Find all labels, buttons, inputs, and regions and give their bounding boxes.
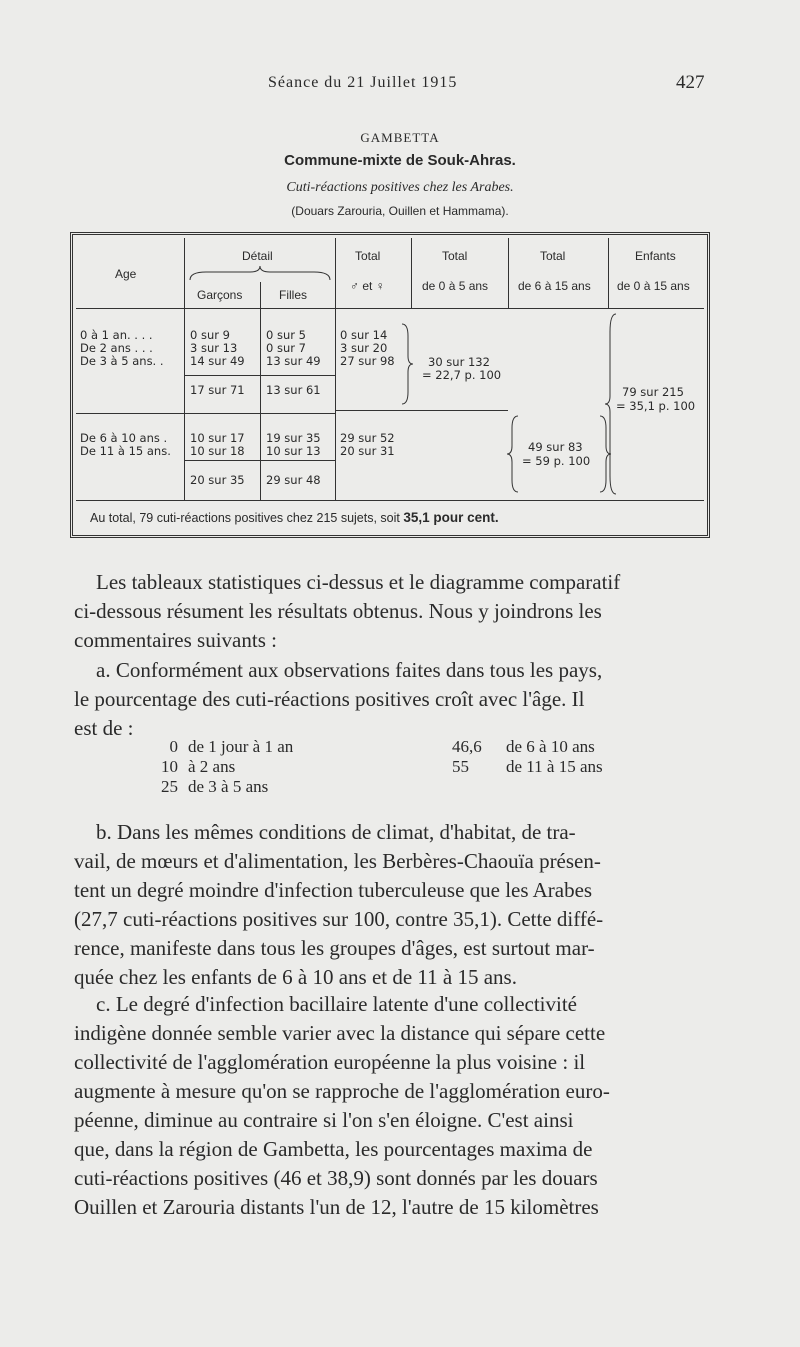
total-6-15-percent: = 59 p. 100 [522, 454, 591, 468]
garcons-cell: 3 sur 13 [190, 341, 238, 355]
total-cell: 3 sur 20 [340, 341, 388, 355]
table-rule [184, 413, 335, 414]
table-rule [508, 238, 509, 308]
text-line: augmente à mesure qu'on se rapproche de l'agglomération euro- [74, 1079, 610, 1103]
text-line: collectivité de l'agglomération européenne la plus voisine : il [74, 1050, 586, 1074]
table-rule [184, 375, 335, 376]
text-line: indigène donnée semble varier avec la distance qui sépare cette [74, 1021, 606, 1045]
col-total-sex: ♂ et ♀ [350, 279, 385, 293]
text-line: péenne, diminue au contraire si l'on s'en éloigne. C'est ainsi [74, 1108, 574, 1132]
subtotal-filles: 29 sur 48 [266, 473, 321, 487]
subtotal-garcons: 20 sur 35 [190, 473, 245, 487]
subtotal-filles: 13 sur 61 [266, 383, 321, 397]
running-header: Séance du 21 Juillet 1915 [268, 74, 458, 91]
enfants-percent: = 35,1 p. 100 [616, 399, 696, 413]
pct-value: 10 [161, 757, 178, 776]
age-label: De 11 à 15 ans. [80, 444, 171, 458]
detail-brace [188, 264, 333, 282]
text-line: que, dans la région de Gambetta, les pourcentages maxima de [74, 1137, 593, 1161]
pct-label: de 1 jour à 1 an [188, 737, 294, 756]
table-rule [76, 413, 184, 414]
table-title-douars: (Douars Zarouria, Ouillen et Hammama). [291, 204, 509, 218]
table-footer [90, 510, 499, 525]
subtotal-garcons: 17 sur 71 [190, 383, 245, 397]
paragraph-a [74, 656, 726, 743]
text-line: c. Le degré d'infection bacillaire latente d'une collectivité [96, 992, 578, 1016]
table-rule [184, 460, 335, 461]
pct-value: 55 [452, 757, 469, 776]
age-label: De 6 à 10 ans . [80, 431, 168, 445]
col-total-6-15-header: Total [540, 249, 566, 263]
text-line: commentaires suivants : [74, 628, 277, 652]
pct-value: 0 [169, 737, 178, 756]
text-line: rence, manifeste dans tous les groupes d'âges, est surtout mar- [74, 936, 595, 960]
filles-cell: 0 sur 7 [266, 341, 306, 355]
total-cell: 20 sur 31 [340, 444, 395, 458]
text-line: quée chez les enfants de 6 à 10 ans et de 11 à 15 ans. [74, 965, 517, 989]
col-detail-header: Détail [242, 249, 273, 263]
garcons-cell: 0 sur 9 [190, 328, 230, 342]
table-rule [76, 500, 704, 501]
paragraph-intro [74, 568, 726, 655]
pct-label: de 3 à 5 ans [188, 777, 269, 796]
text-line: Ouillen et Zarouria distants l'un de 12, l'autre de 15 kilomètres [74, 1195, 599, 1219]
pct-value: 46,6 [452, 737, 482, 756]
total-0-5-value: 30 sur 132 [428, 355, 490, 369]
total-6-15-value: 49 sur 83 [528, 440, 583, 454]
col-garcons-header: Garçons [197, 288, 243, 302]
table-rule [335, 410, 508, 411]
page-number: 427 [676, 72, 705, 93]
col-filles-header: Filles [279, 288, 308, 302]
age-label: De 3 à 5 ans. . [80, 354, 164, 368]
text-line: (27,7 cuti-réactions positives sur 100, contre 35,1). Cette diffé- [74, 907, 604, 931]
pct-label: de 11 à 15 ans [506, 757, 603, 776]
text-line: Les tableaux statistiques ci-dessus et le diagramme comparatif [96, 570, 621, 594]
garcons-cell: 14 sur 49 [190, 354, 245, 368]
text-line: vail, de mœurs et d'alimentation, les Berbères-Chaouïa présen- [74, 849, 601, 873]
garcons-cell: 10 sur 17 [190, 431, 245, 445]
pct-label: à 2 ans [188, 757, 236, 776]
filles-cell: 10 sur 13 [266, 444, 321, 458]
garcons-cell: 10 sur 18 [190, 444, 245, 458]
filles-cell: 0 sur 5 [266, 328, 306, 342]
filles-cell: 13 sur 49 [266, 354, 321, 368]
table-rule [260, 282, 261, 500]
col-total-0-5-sub: de 0 à 5 ans [422, 279, 489, 293]
table-footer-text: Au total, 79 cuti-réactions positives chez 215 sujets, soit [90, 511, 400, 525]
paragraph-b [74, 818, 726, 992]
col-total-0-5-header: Total [442, 249, 468, 263]
table-title-commune: Commune-mixte de Souk-Ahras. [284, 152, 516, 169]
table-rule [608, 238, 609, 308]
table-footer-result: 35,1 pour cent. [403, 510, 499, 525]
text-line: ci-dessous résument les résultats obtenus. Nous y joindrons les [74, 599, 602, 623]
brace-right [400, 322, 414, 406]
pct-value: 25 [161, 777, 178, 796]
text-line: a. Conformément aux observations faites dans tous les pays, [96, 658, 603, 682]
brace-left [506, 414, 520, 494]
text-line: le pourcentage des cuti-réactions positives croît avec l'âge. Il [74, 687, 585, 711]
total-0-5-percent: = 22,7 p. 100 [422, 368, 502, 382]
text-line: b. Dans les mêmes conditions de climat, d'habitat, de tra- [96, 820, 576, 844]
text-line: est de : [74, 716, 134, 740]
table-title-subject: Cuti-réactions positives chez les Arabes. [286, 180, 514, 195]
col-enfants-sub: de 0 à 15 ans [617, 279, 690, 293]
age-label: 0 à 1 an. . . . [80, 328, 153, 342]
table-rule [335, 238, 336, 500]
enfants-value: 79 sur 215 [622, 385, 684, 399]
filles-cell: 19 sur 35 [266, 431, 321, 445]
total-cell: 29 sur 52 [340, 431, 395, 445]
table-rule [411, 238, 412, 308]
col-enfants-header: Enfants [635, 249, 676, 263]
col-age-header: Age [115, 267, 137, 281]
text-line: cuti-réactions positives (46 et 38,9) sont donnés par les douars [74, 1166, 598, 1190]
text-line: tent un degré moindre d'infection tuberculeuse que les Arabes [74, 878, 593, 902]
table-rule [76, 308, 704, 309]
col-total-header: Total [355, 249, 381, 263]
total-cell: 0 sur 14 [340, 328, 388, 342]
table-title-place: GAMBETTA [360, 130, 440, 145]
total-cell: 27 sur 98 [340, 354, 395, 368]
col-total-6-15-sub: de 6 à 15 ans [518, 279, 591, 293]
age-label: De 2 ans . . . [80, 341, 153, 355]
pct-label: de 6 à 10 ans [506, 737, 595, 756]
paragraph-c [74, 990, 726, 1222]
